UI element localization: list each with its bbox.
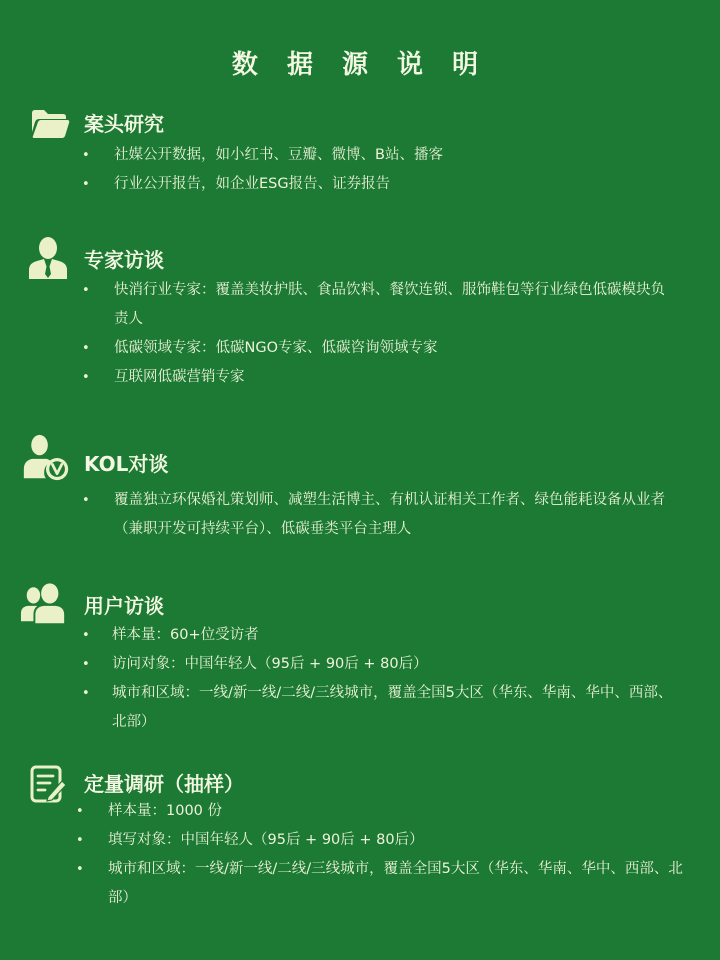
list-item: • 低碳领域专家：低碳NGO专家、低碳咨询领域专家 <box>82 340 438 356</box>
bullet-list <box>82 141 672 199</box>
section-heading: 用户访谈 <box>84 594 164 618</box>
list-item: • 访问对象：中国年轻人（95后 + 90后 + 80后） <box>82 656 428 672</box>
list-item: • 覆盖独立环保婚礼策划师、减塑生活博主、有机认证相关工作者、绿色能耗设备从业者（兼职开发可持续平台）、低碳垂类平台主理人 <box>82 492 665 537</box>
section-heading: 专家访谈 <box>84 248 164 272</box>
list-item: • 样本量：60+位受访者 <box>82 627 259 643</box>
list-item: • 社媒公开数据，如小红书、豆瓣、微博、B站、播客 <box>82 147 443 163</box>
list-item: • 样本量：1000 份 <box>76 803 223 819</box>
list-item: • 快消行业专家：覆盖美妆护肤、食品饮料、餐饮连锁、服饰鞋包等行业绿色低碳模块负责人 <box>82 282 665 327</box>
bullet-list <box>82 276 672 392</box>
list-item: • 填写对象：中国年轻人（95后 + 90后 + 80后） <box>76 832 424 848</box>
folder-icon <box>26 100 74 148</box>
list-item: • 行业公开报告，如企业ESG报告、证券报告 <box>82 176 391 192</box>
section-heading: KOL对谈 <box>84 452 169 476</box>
list-item: • 互联网低碳营销专家 <box>82 369 245 385</box>
list-item: • 城市和区域：一线/新一线/二线/三线城市，覆盖全国5大区（华东、华南、华中、西部、北部） <box>82 685 673 730</box>
list-item: • 城市和区域：一线/新一线/二线/三线城市，覆盖全国5大区（华东、华南、华中、西部、北部） <box>76 861 683 906</box>
section-heading: 案头研究 <box>84 112 164 136</box>
page-title: 数 据 源 说 明 <box>231 50 489 80</box>
survey-form-icon <box>24 760 72 808</box>
bullet-list <box>82 486 672 544</box>
user-group-icon <box>20 580 68 628</box>
bullet-list <box>76 797 686 913</box>
bullet-list <box>82 621 682 737</box>
expert-person-icon <box>24 234 72 282</box>
section-heading: 定量调研（抽样） <box>84 772 244 796</box>
verified-user-icon <box>22 434 70 482</box>
